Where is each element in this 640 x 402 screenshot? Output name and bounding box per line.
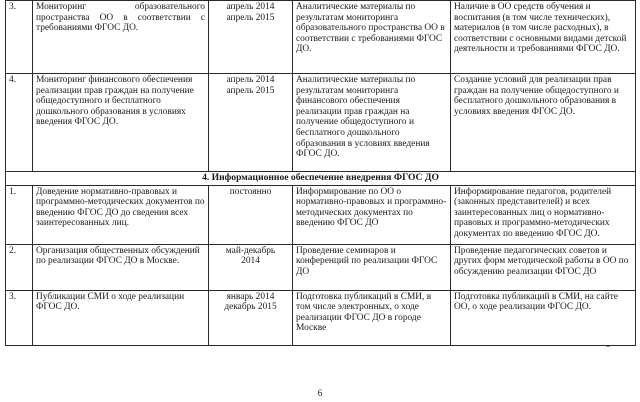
row-number: 3. bbox=[6, 290, 33, 345]
deadline-end: 2014 bbox=[241, 256, 260, 267]
result-cell: Информирование по ОО о нормативно-правовых и программно-методических документах по введению ФГОС ДО bbox=[293, 185, 451, 244]
measure-name: Организация общественных обсуждений по реализации ФГОС ДО в Москве. bbox=[33, 244, 209, 290]
deadline-value: постоянно bbox=[229, 186, 272, 197]
row-number: 3. bbox=[6, 1, 33, 74]
deadline-start: январь 2014 bbox=[226, 291, 275, 302]
row-number: 2. bbox=[6, 244, 33, 290]
indicator-cell: Подготовка публикаций в СМИ, на сайте ОО, о ходе реализации ФГОС ДО. bbox=[451, 290, 636, 345]
table-row bbox=[6, 185, 636, 244]
row-number: 1. bbox=[6, 185, 33, 244]
table-row bbox=[6, 74, 636, 172]
measure-name: Мониторинг финансового обеспечения реализации прав граждан на получение общедоступного и бесплатного дошкольного образования в условиях введения ФГОС ДО. bbox=[33, 74, 209, 172]
indicator-cell: Проведение педагогических советов и других форм методической работы в ОО по обсуждению реализации ФГОС ДО bbox=[451, 244, 636, 290]
indicator-cell: Информирование педагогов, родителей (законных представителей) и всех заинтересованных лиц о нормативно-правовых и программно-методических документах по введению ФГОС ДО. bbox=[451, 185, 636, 244]
measure-name: Доведение нормативно-правовых и программно-методических документов по введению ФГОС ДО до сведения всех заинтересованных лиц. bbox=[33, 185, 209, 244]
result-cell: Проведение семинаров и конференций по реализации ФГОС ДО bbox=[293, 244, 451, 290]
deadline-end: апрель 2015 bbox=[226, 85, 275, 96]
result-cell: Подготовка публикаций в СМИ, в том числе электронных, о ходе реализации ФГОС ДО в городе Москве bbox=[293, 290, 451, 345]
deadline-cell bbox=[209, 290, 293, 345]
section-title: 4. Информационное обеспечение внедрения ФГОС ДО bbox=[6, 172, 636, 186]
deadline-start: май-декабрь bbox=[225, 245, 276, 256]
result-cell: Аналитические материалы по результатам мониторинга образовательного пространства ОО в соответствии с требованиями ФГОС ДО. bbox=[293, 1, 451, 74]
deadline-start: апрель 2014 bbox=[226, 75, 275, 85]
deadline-cell bbox=[209, 74, 293, 172]
deadline-cell bbox=[209, 244, 293, 290]
page-number: 6 bbox=[317, 388, 323, 398]
deadline-start: апрель 2014 bbox=[226, 2, 275, 12]
indicator-cell: Создание условий для реализации прав граждан на получение общедоступного и бесплатного дошкольного образования в условиях введения ФГОС ДО. bbox=[451, 74, 636, 172]
plan-table bbox=[5, 0, 636, 346]
deadline-end: декабрь 2015 bbox=[224, 302, 277, 313]
row-number: 4. bbox=[6, 74, 33, 172]
indicator-cell: Наличие в ОО средств обучения и воспитания (в том числе технических), материалов (в том числе расходных), в соответствии с основными видами детской деятельности и требованиями ФГОС ДО. bbox=[451, 1, 636, 74]
scan-speck bbox=[606, 346, 610, 347]
section-header-row bbox=[6, 172, 636, 186]
result-cell: Аналитические материалы по результатам мониторинга финансового обеспечения реализации прав граждан на получение общедоступного и бесплатного дошкольного образования в условиях введения ФГОС ДО. bbox=[293, 74, 451, 172]
table-row bbox=[6, 1, 636, 74]
measure-name: Мониторинг образовательного пространства ОО в соответствии с требованиями ФГОС ДО. bbox=[33, 1, 209, 74]
deadline-cell bbox=[209, 185, 293, 244]
deadline-cell bbox=[209, 1, 293, 74]
table-row bbox=[6, 244, 636, 290]
deadline-end: апрель 2015 bbox=[226, 12, 275, 23]
measure-name: Публикации СМИ о ходе реализации ФГОС ДО. bbox=[33, 290, 209, 345]
table-row bbox=[6, 290, 636, 345]
